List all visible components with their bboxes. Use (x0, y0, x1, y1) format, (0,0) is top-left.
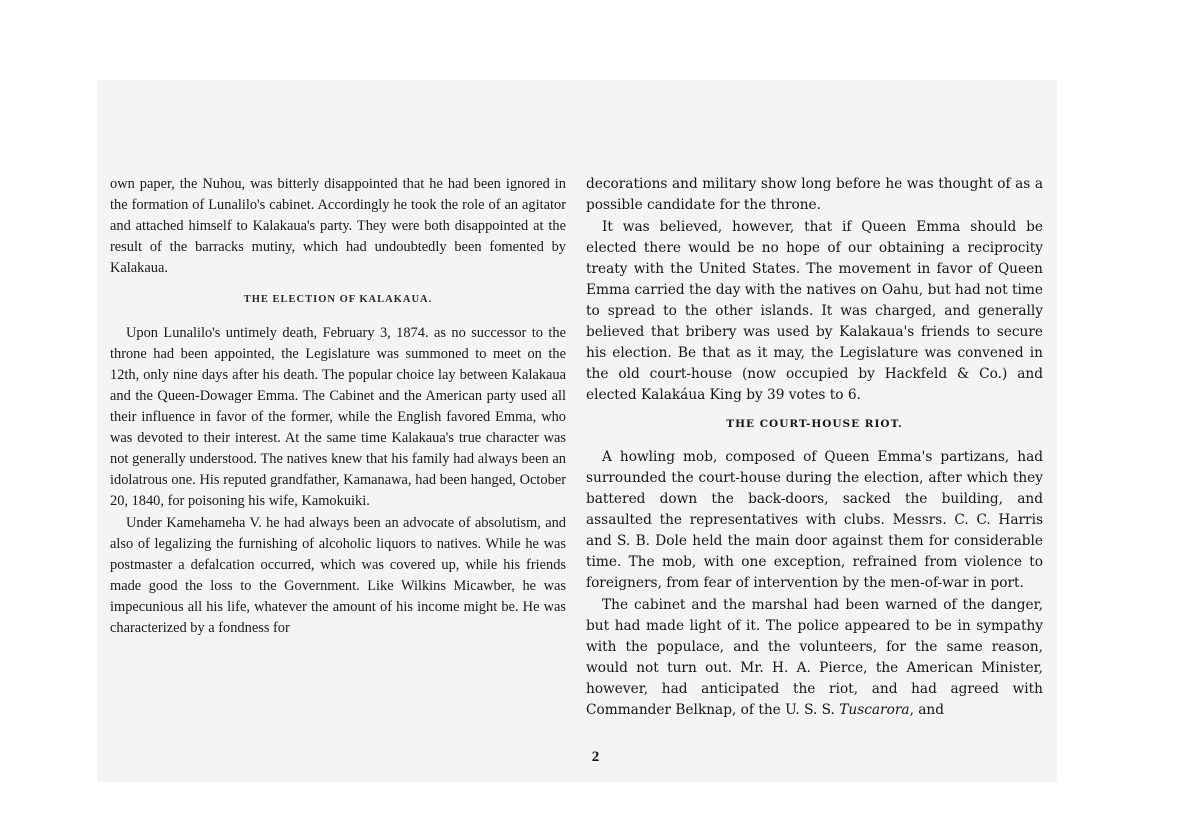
right-paragraph-4-text: The cabinet and the marshal had been warned of the danger, but had made light of it. The police appeared to be in sympathy with the populace, and the volunteers, for the same reason, would not turn out. Mr. H. A. Pierce, the American Minister, however, had anticipated the riot, and had agreed with Commander Belknap, of the U. S. S. (586, 597, 1043, 718)
right-paragraph-4 (586, 595, 1043, 721)
section-heading-election: THE ELECTION OF KALAKAUA. (243, 294, 433, 305)
left-paragraph-1: own paper, the Nuhou, was bitterly disappointed that he had been ignored in the formation of Lunalilo's cabinet. Accordingly he took the role of an agitator and attached himself to Kalakaua's party. They were both disappointed at the result of the barracks mutiny, which had undoubtedly been fomented by Kalakaua. (110, 176, 566, 276)
left-column (110, 174, 566, 639)
section-heading-riot: THE COURT-HOUSE RIOT. (726, 418, 903, 430)
left-paragraph-3: Under Kamehameha V. he had always been an advocate of absolutism, and also of legalizing the furnishing of alcoholic liquors to natives. While he was postmaster a defalcation occurred, which was covered up, while his friends made good the loss to the Government. Like Wilkins Micawber, he was impecunious all his life, whatever the amount of his income might be. He was characterized by a fondness for (110, 515, 566, 636)
right-column (586, 174, 1043, 721)
right-paragraph-2: It was believed, however, that if Queen Emma should be elected there would be no hope of our obtaining a reciprocity treaty with the United States. The movement in favor of Queen Emma carried the day with the natives on Oahu, but had not time to spread to the other islands. It was charged, and generally believed that bribery was used by Kalakaua's friends to secure his election. Be that as it may, the Legislature was convened in the old court-house (now occupied by Hackfeld & Co.) and elected Kalakáua King by 39 votes to 6. (586, 219, 1043, 403)
page-number: 2 (591, 749, 600, 765)
ship-name: Tuscarora (839, 702, 910, 718)
right-paragraph-3: A howling mob, composed of Queen Emma's partizans, had surrounded the court-house during the election, after which they battered down the back-doors, sacked the building, and assaulted the representatives with clubs. Messrs. C. C. Harris and S. B. Dole held the main door against them for considerable time. The mob, with one exception, refrained from violence to foreigners, from fear of intervention by the men-of-war in port. (586, 449, 1043, 591)
right-paragraph-4-end: , and (909, 702, 945, 718)
left-paragraph-2: Upon Lunalilo's untimely death, February 3, 1874. as no successor to the throne had been appointed, the Legislature was summoned to meet on the 12th, only nine days after his death. The popular choice lay between Kalakaua and the Queen-Dowager Emma. The Cabinet and the American party used all their influence in favor of the former, while the English favored Emma, who was devoted to their interest. At the same time Kalakaua's true character was not generally understood. The natives knew that his family had always been an idolatrous one. His reputed grandfather, Kamanawa, had been hanged, October 20, 1840, for poisoning his wife, Kamokuiki. (110, 325, 566, 509)
right-paragraph-1: decorations and military show long before he was thought of as a possible candidate for the throne. (586, 176, 1043, 213)
